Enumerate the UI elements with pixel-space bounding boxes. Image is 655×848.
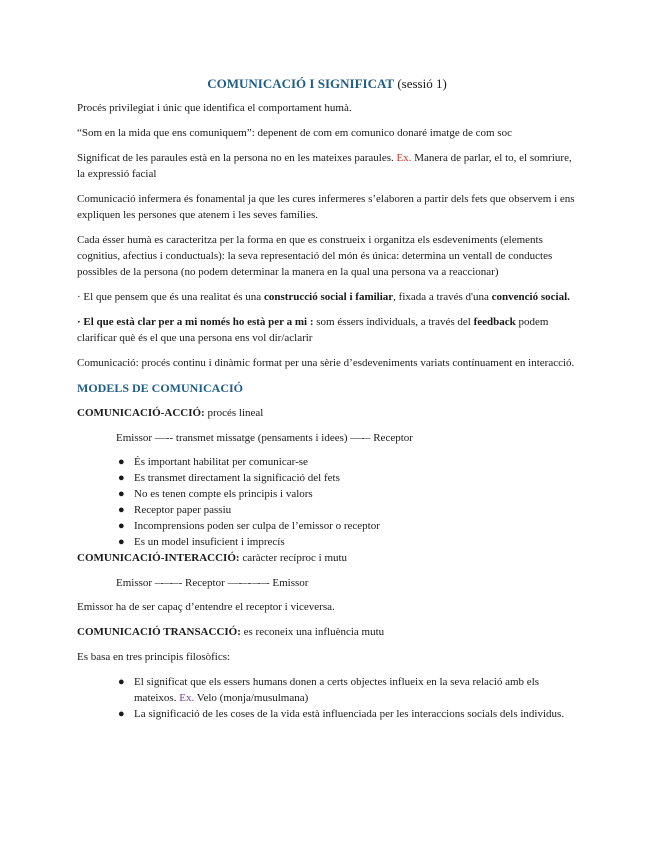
accio-flow: Emissor —-- transmet missatge (pensaments i idees) —-– Receptor <box>116 432 413 444</box>
p6-mid: , fixada a través d'una <box>393 291 492 303</box>
list-item: ● Incomprensions poden ser culpa de l’emissor o receptor <box>118 520 380 532</box>
paragraph-5: Cada ésser humà es caracteritza per la forma en que es construeix i organitza els esdeveniments (elements cognitius, afectius i conductuals): la seva representació del món és única: determina un ventall de conductes possibles de la persona (no podem determinar la manera en la qual una persona va a reaccionar) <box>77 234 553 278</box>
interaccio-heading <box>77 550 577 566</box>
paragraph-4: Comunicació infermera és fonamental ja que les cures infermeres s’elaboren a partir dels fets que observem i ens expliquen les persones que atenem i les seves famílies. <box>77 193 575 221</box>
paragraph-2: “Som en la mida que ens comuniquem”: depenent de com em comunico donaré imatge de com soc <box>77 127 512 139</box>
transaccio-heading <box>77 624 577 640</box>
accio-label: COMUNICACIÓ-ACCIÓ: <box>77 407 205 419</box>
p6-bold-2: convenció social. <box>491 291 570 303</box>
document-page <box>77 76 577 722</box>
paragraph-6 <box>77 289 577 305</box>
bullet-icon: ● <box>118 676 125 688</box>
transaccio-list <box>77 674 577 722</box>
accio-list <box>77 454 577 550</box>
paragraph-8: Comunicació: procés continu i dinàmic format per una sèrie d’esdeveniments variats contínuament en interacció. <box>77 357 575 369</box>
bullet-icon: ● <box>118 504 125 516</box>
list-item: ● No es tenen compte els principis i valors <box>118 488 313 500</box>
list-item: ● És important habilitat per comunicar-se <box>118 456 308 468</box>
accio-heading <box>77 405 577 421</box>
paragraph-10: Es basa en tres principis filosòfics: <box>77 651 231 663</box>
heading-models: MODELS DE COMUNICACIÓ <box>77 381 244 395</box>
bullet-icon: ● <box>118 520 125 532</box>
p6-bold-1: construcció social i familiar <box>263 291 394 303</box>
paragraph-1: Procés privilegiat i únic que identifica el comportament humà. <box>77 102 352 114</box>
list-item: ● El significat que els essers humans donen a certs objectes influeix en la seva relació amb els mateixos. Ex. Velo (monja/musulmana) <box>118 676 540 704</box>
transaccio-label: COMUNICACIÓ TRANSACCIÓ: <box>77 626 241 638</box>
list-item: ● Receptor paper passiu <box>118 504 232 516</box>
document-title <box>77 76 577 92</box>
p7-rest: podem clarificar què és el que una persona ens vol dir/aclarir <box>77 316 549 344</box>
list-item: ● La significació de les coses de la vida està influenciada per les interaccions socials dels individus. <box>118 708 565 720</box>
p7-mid: som éssers individuals, a través del <box>313 316 474 328</box>
paragraph-3 <box>77 150 577 182</box>
title-subtitle: (sessió 1) <box>394 76 447 91</box>
list-item: ● Es transmet directament la significació del fets <box>118 472 340 484</box>
paragraph-9: Emissor ha de ser capaç d’entendre el receptor i viceversa. <box>77 601 335 613</box>
transaccio-desc: es reconeix una influència mutu <box>240 626 385 638</box>
bullet-icon: ● <box>118 488 125 500</box>
interaccio-label: COMUNICACIÓ-INTERACCIÓ: <box>77 552 240 564</box>
interaccio-desc: caràcter recíproc i mutu <box>239 552 348 564</box>
accio-desc: procés lineal <box>204 407 264 419</box>
paragraph-7 <box>77 314 577 346</box>
example-marker: Ex. <box>179 692 195 704</box>
bullet-icon: ● <box>118 472 125 484</box>
p6-pre: · El que pensem que és una realitat és una <box>77 291 264 303</box>
bullet-icon: ● <box>118 456 125 468</box>
list-item: ● Es un model insuficient i imprecís <box>118 536 285 548</box>
p3-example-marker: Ex. <box>396 152 412 164</box>
title-main: COMUNICACIÓ I SIGNIFICAT <box>207 76 395 91</box>
p3-text: Significat de les paraules està en la persona no en les mateixes paraules. <box>77 152 397 164</box>
p3-rest: Manera de parlar, el to, el somriure, la expressió facial <box>77 152 572 180</box>
p7-bold-1: · El que està clar per a mi només ho està per a mi : <box>77 316 314 328</box>
p7-bold-2: feedback <box>473 316 516 328</box>
bullet-icon: ● <box>118 708 125 720</box>
bullet-icon: ● <box>118 536 125 548</box>
interaccio-flow: Emissor –-–-–- Receptor —-–-–-–- Emissor <box>116 577 309 589</box>
